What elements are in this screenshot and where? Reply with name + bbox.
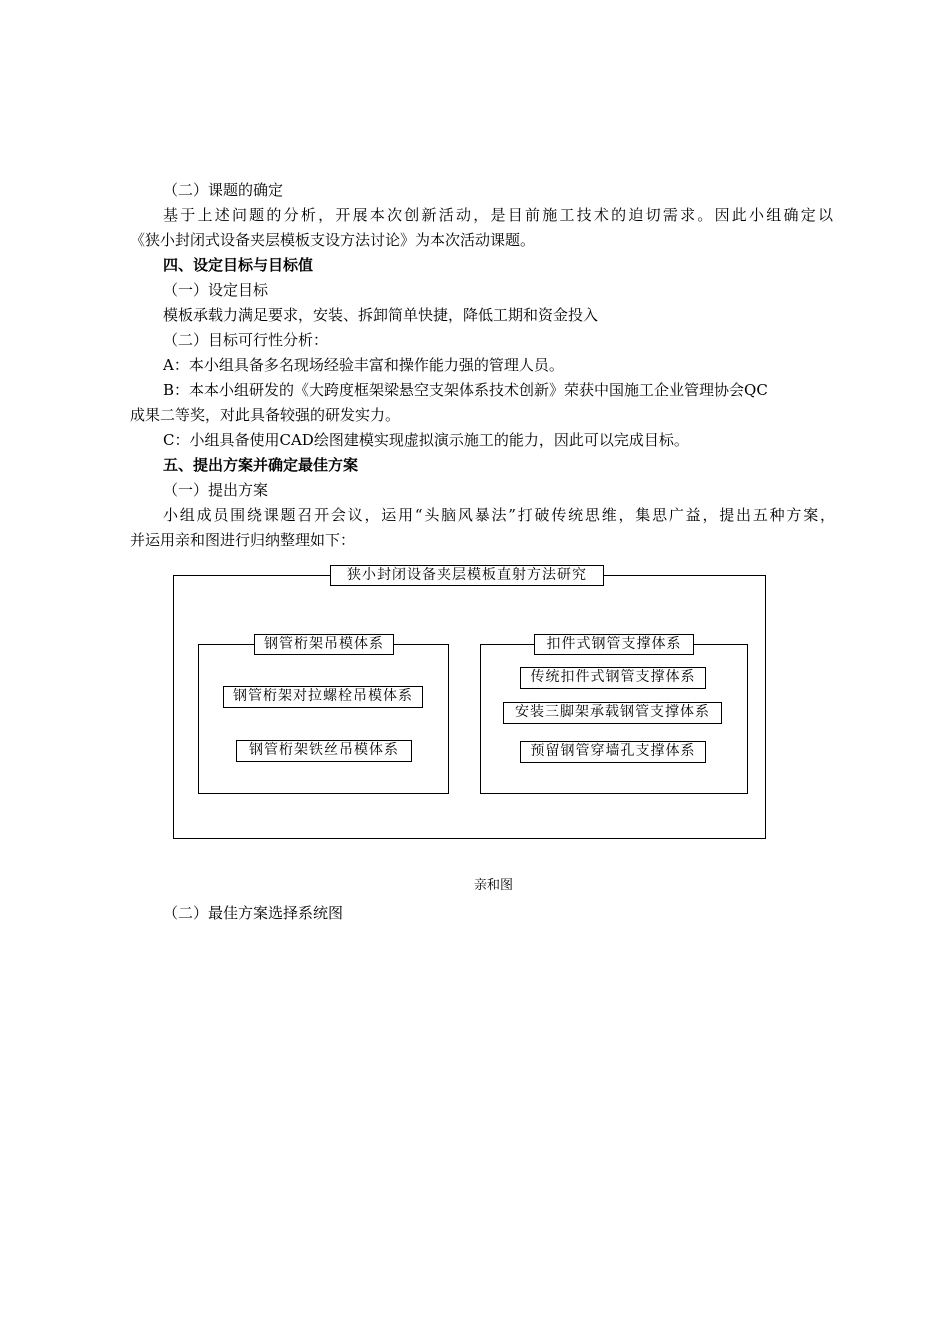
subheading-propose: （一）提出方案: [163, 481, 269, 499]
subheading-best-plan: （二）最佳方案选择系统图: [163, 904, 344, 922]
paragraph-line: C：小组具备使用CAD绘图建模实现虚拟演示施工的能力，因此可以完成目标。: [163, 431, 689, 449]
right-group-title: 扣件式钢管支撑体系: [534, 634, 694, 655]
paragraph-line: B：本本小组研发的《大跨度框架梁悬空支架体系技术创新》荣获中国施工企业管理协会QC: [163, 381, 768, 399]
section-heading-goals: 四、设定目标与目标值: [163, 256, 314, 274]
paragraph-line: 小组成员围绕课题召开会议，运用“头脑风暴法”打破传统思维，集思广益，提出五种方案，: [163, 506, 835, 524]
subheading-goal: （一）设定目标: [163, 281, 269, 299]
paragraph-line: 并运用亲和图进行归纳整理如下：: [130, 531, 356, 549]
diagram-title: 狭小封闭设备夹层模板直射方法研究: [330, 565, 604, 586]
subheading-feasibility: （二）目标可行性分析：: [163, 331, 329, 349]
left-group-item: 钢管桁架对拉螺栓吊模体系: [223, 686, 423, 708]
diagram-caption: 亲和图: [474, 878, 514, 893]
left-group-item: 钢管桁架铁丝吊模体系: [236, 740, 412, 762]
paragraph-line: 模板承载力满足要求，安装、拆卸简单快捷，降低工期和资金投入: [163, 306, 599, 324]
paragraph-line: 《狭小封闭式设备夹层模板支设方法讨论》为本次活动课题。: [130, 231, 536, 249]
right-group-item: 安装三脚架承载钢管支撑体系: [503, 702, 722, 724]
section-heading-plans: 五、提出方案并确定最佳方案: [163, 456, 359, 474]
left-group-frame: [198, 644, 449, 794]
right-group-item: 预留钢管穿墙孔支撑体系: [520, 741, 706, 763]
right-group-item: 传统扣件式钢管支撑体系: [520, 667, 706, 689]
paragraph-line: 基于上述问题的分析，开展本次创新活动，是目前施工技术的迫切需求。因此小组确定以: [163, 206, 833, 224]
left-group-title: 钢管桁架吊模体系: [254, 634, 394, 655]
paragraph-line: A：本小组具备多名现场经验丰富和操作能力强的管理人员。: [163, 356, 564, 374]
paragraph-line: 成果二等奖，对此具备较强的研发实力。: [130, 406, 401, 424]
section-heading-topic: （二）课题的确定: [163, 181, 284, 199]
